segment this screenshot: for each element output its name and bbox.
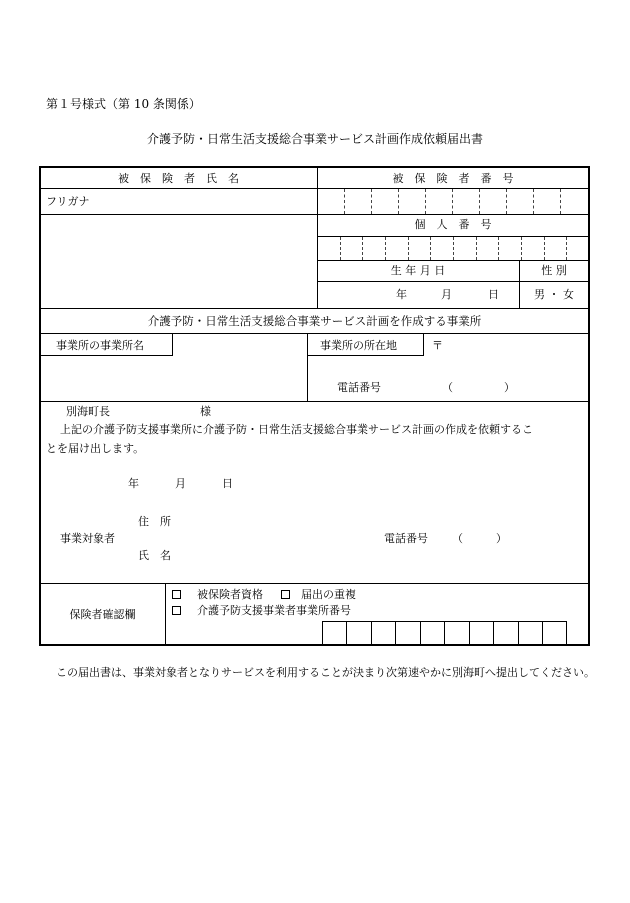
gender-header: 性 別: [541, 264, 567, 277]
office-name-field[interactable]: [41, 357, 306, 400]
office-address-label: 事業所の所在地: [320, 339, 397, 352]
checkbox-duplicate-filing[interactable]: [281, 590, 290, 599]
office-phone-close: ）: [504, 381, 515, 394]
digit-divider: [420, 621, 421, 645]
furigana-label: フリガナ: [46, 195, 90, 208]
office-name-label: 事業所の事業所名: [56, 339, 144, 352]
digit-divider: [371, 189, 372, 214]
office-phone-field[interactable]: [452, 378, 502, 398]
footer-note: この届出書は、事業対象者となりサービスを利用することが決まり次第速やかに別海町へ提出してください。: [56, 666, 595, 679]
office-phone-label: 電話番号: [337, 381, 381, 394]
digit-divider: [566, 237, 567, 260]
digit-divider: [544, 237, 545, 260]
digit-divider: [518, 621, 519, 645]
digit-divider: [430, 237, 431, 260]
request-date-field[interactable]: [120, 474, 250, 492]
digit-divider: [385, 237, 386, 260]
check-duplicate-filing-label: 届出の重複: [301, 588, 356, 601]
checkbox-insured-eligibility[interactable]: [172, 590, 181, 599]
insured-name-field[interactable]: [41, 215, 316, 307]
digit-divider: [452, 189, 453, 214]
digit-divider: [371, 621, 372, 645]
digit-divider: [453, 237, 454, 260]
office-address-field[interactable]: [308, 357, 588, 377]
page-title: 介護予防・日常生活支援総合事業サービス計画作成依頼届出書: [146, 132, 483, 146]
digit-divider: [506, 189, 507, 214]
insurer-confirmation-label: 保険者確認欄: [69, 608, 136, 621]
birth-year-label: 年: [396, 288, 407, 301]
request-body-line2: とを届け出します。: [46, 442, 145, 455]
divider: [40, 583, 589, 584]
date-month-label: 月: [175, 477, 186, 490]
addressee: 別海町長: [66, 405, 110, 418]
gender-field[interactable]: [520, 282, 588, 307]
applicant-address-field[interactable]: [190, 512, 570, 530]
divider: [317, 260, 589, 261]
birth-date-header: 生 年 月 日: [390, 264, 446, 277]
digit-divider: [398, 189, 399, 214]
applicant-name-label: 氏 名: [138, 549, 171, 562]
digit-divider: [340, 237, 341, 260]
insured-number-field[interactable]: [318, 189, 588, 213]
applicant-name-field[interactable]: [190, 546, 380, 564]
postal-mark: 〒: [432, 339, 443, 352]
digit-divider: [533, 189, 534, 214]
digit-divider: [362, 237, 363, 260]
applicant-address-label: 住 所: [138, 515, 171, 528]
applicant-phone-field[interactable]: [462, 529, 496, 547]
applicant-phone-label: 電話番号: [384, 532, 428, 545]
digit-divider: [344, 189, 345, 214]
digit-divider: [521, 237, 522, 260]
gender-options: 男 ・ 女: [534, 288, 574, 301]
birth-date-field[interactable]: [318, 282, 518, 307]
applicant-target-label: 事業対象者: [60, 532, 115, 545]
digit-divider: [493, 621, 494, 645]
birth-day-label: 日: [488, 288, 499, 301]
digit-divider: [560, 189, 561, 214]
form-number: 第１号様式（第 10 条関係）: [46, 97, 201, 111]
digit-divider: [469, 621, 470, 645]
birth-month-label: 月: [441, 288, 452, 301]
digit-divider: [498, 237, 499, 260]
digit-divider: [444, 621, 445, 645]
check-office-number-label: 介護予防支援事業者事業所番号: [197, 604, 351, 617]
furigana-field[interactable]: [100, 189, 316, 213]
divider: [40, 308, 589, 309]
office-phone-open: （: [442, 381, 453, 394]
digit-divider: [425, 189, 426, 214]
date-day-label: 日: [222, 477, 233, 490]
office-postal-field[interactable]: [444, 334, 588, 355]
request-body-line1: 上記の介護予防支援事業所に介護予防・日常生活支援総合事業サービス計画の作成を依頼するこ: [60, 423, 533, 436]
divider: [40, 401, 589, 402]
checkbox-office-number[interactable]: [172, 606, 181, 615]
divider: [165, 583, 166, 645]
digit-divider: [542, 621, 543, 645]
digit-divider: [479, 189, 480, 214]
office-section-header: 介護予防・日常生活支援総合事業サービス計画を作成する事業所: [147, 314, 482, 328]
date-year-label: 年: [128, 477, 139, 490]
check-insured-eligibility-label: 被保険者資格: [197, 588, 263, 601]
digit-divider: [346, 621, 347, 645]
applicant-phone-parens: （ ）: [452, 532, 507, 545]
insured-number-header: 被 保 険 者 番 号: [392, 172, 514, 185]
personal-number-header: 個 人 番 号: [414, 218, 492, 231]
digit-divider: [408, 237, 409, 260]
digit-divider: [476, 237, 477, 260]
insured-name-header: 被 保 険 者 氏 名: [118, 172, 239, 185]
honorific: 様: [200, 405, 211, 418]
digit-divider: [395, 621, 396, 645]
